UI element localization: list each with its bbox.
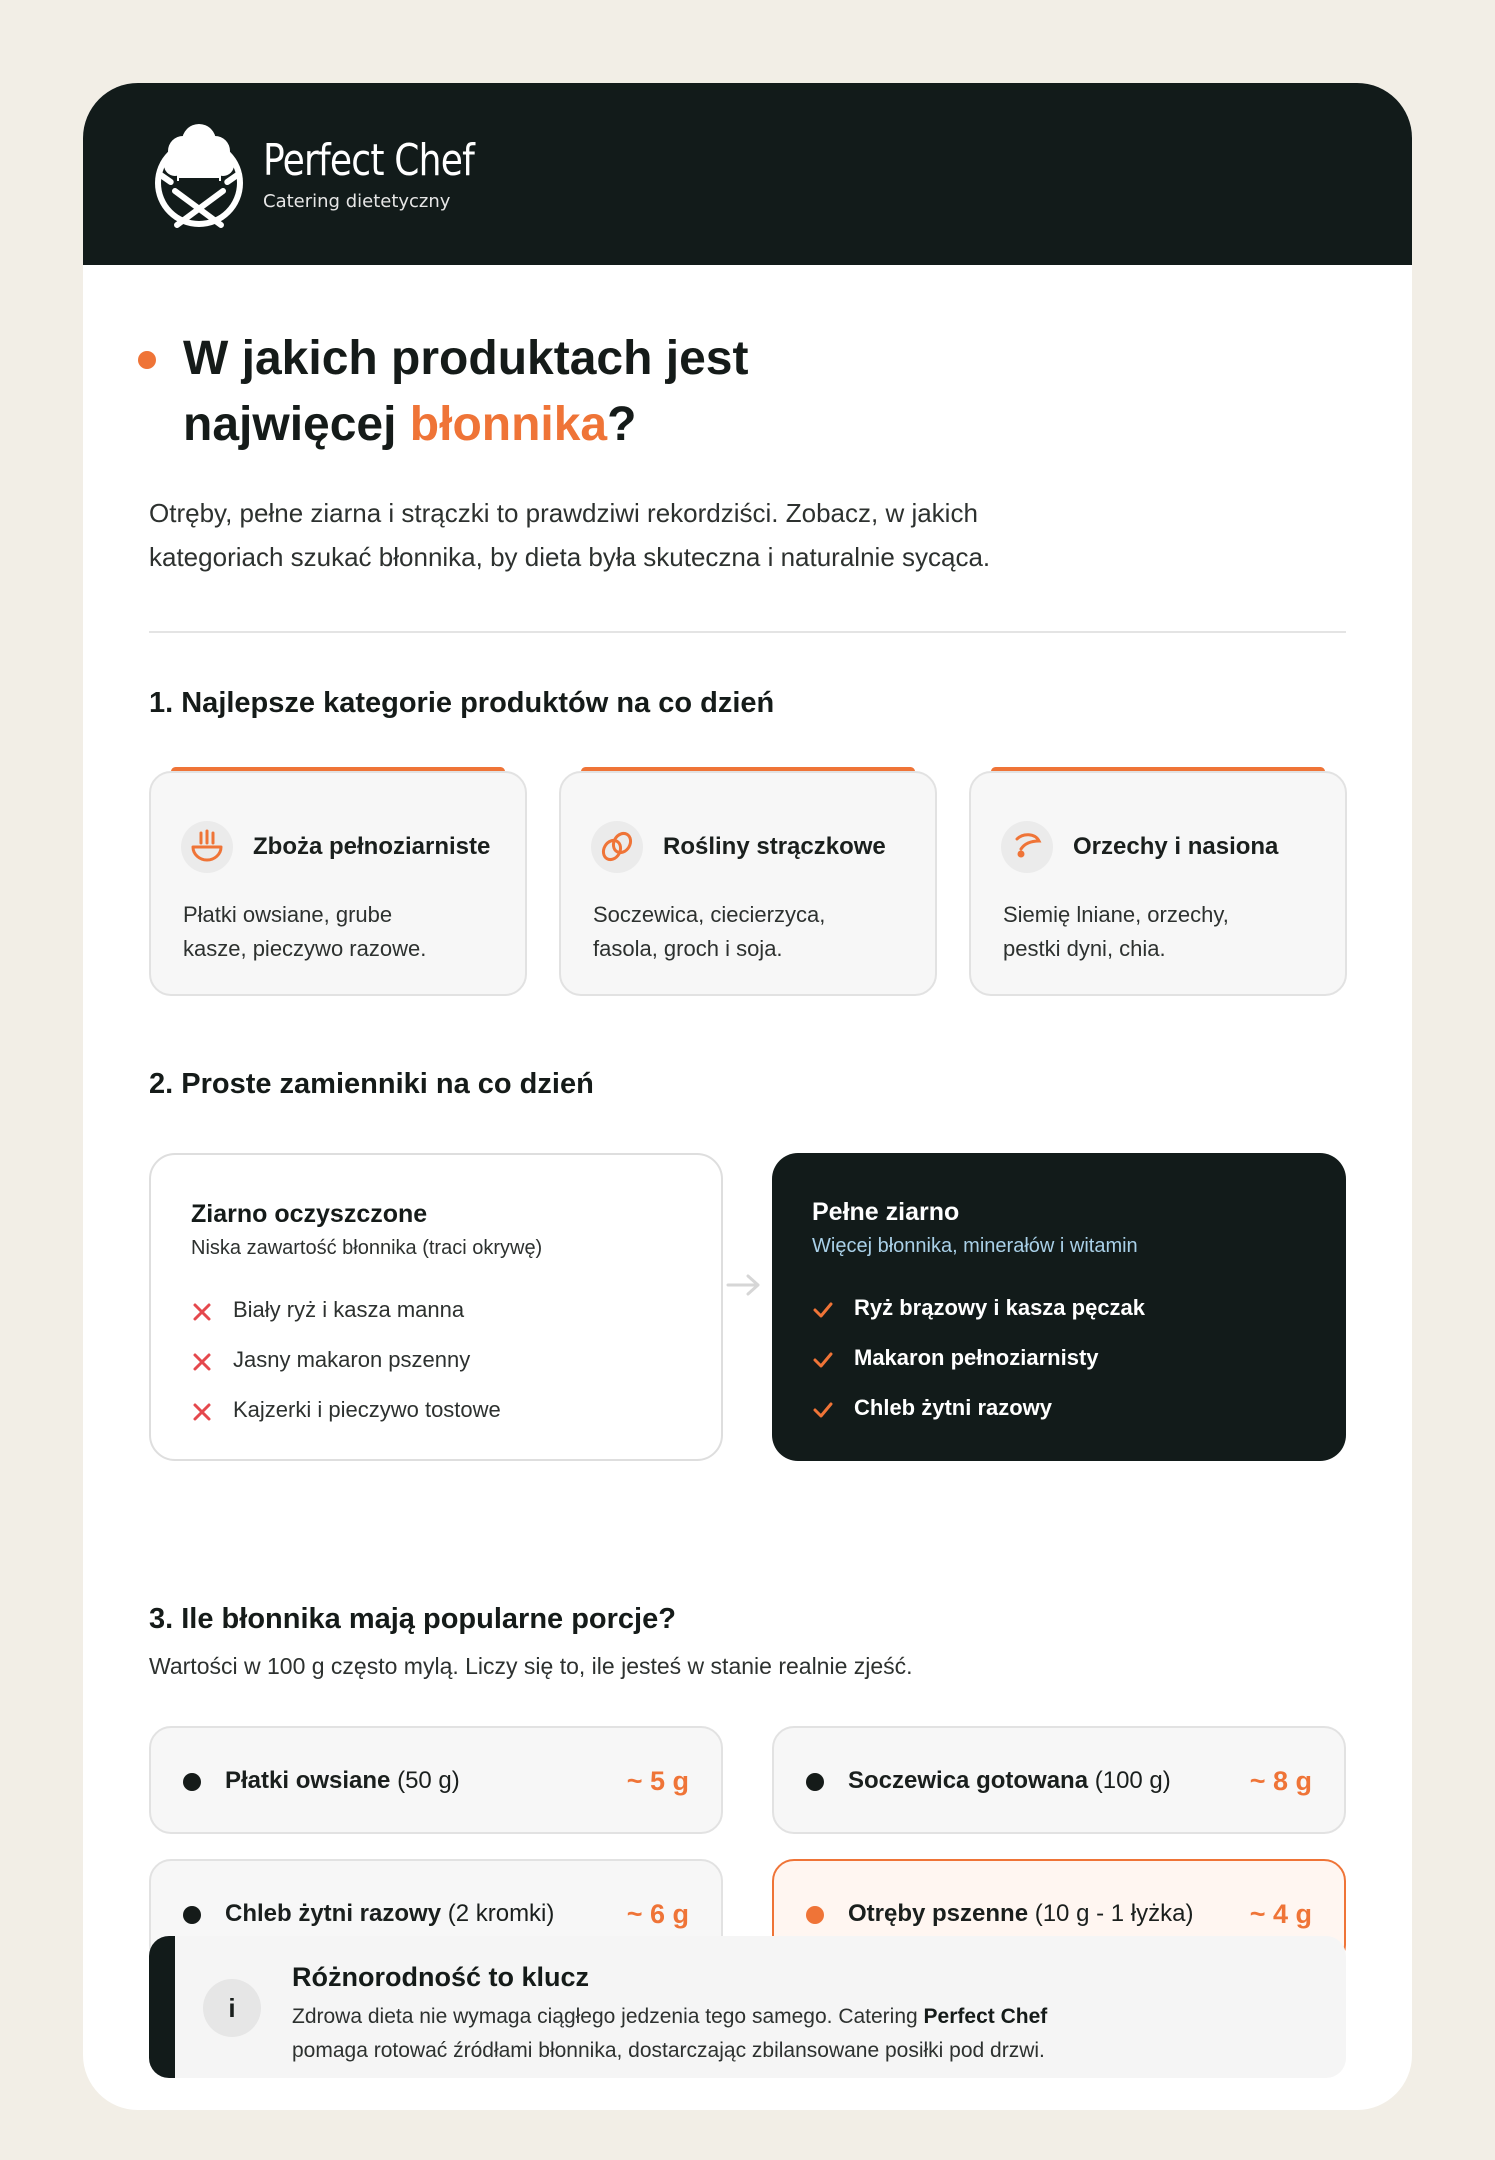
refined-title: Ziarno oczyszczone <box>191 1200 428 1228</box>
list-item <box>191 1345 501 1395</box>
title-bullet <box>138 351 156 369</box>
bullet <box>183 1906 201 1924</box>
whole-grain-box <box>772 1153 1346 1461</box>
category-title: Zboża pełnoziarniste <box>253 833 491 860</box>
whole-title: Pełne ziarno <box>812 1198 960 1226</box>
legumes-icon <box>591 821 643 873</box>
title-line-1: W jakich produktach jest <box>183 332 749 385</box>
category-description-line-1: Siemię lniane, orzechy, <box>1003 902 1229 927</box>
list-item-label: Jasny makaron pszenny <box>233 1347 471 1372</box>
category-card-grains <box>149 771 527 996</box>
divider <box>149 631 1346 633</box>
infographic-card <box>83 83 1412 2110</box>
category-description-line-2: kasze, pieczywo razowe. <box>183 936 427 961</box>
portion-name: Płatki owsiane <box>225 1767 391 1794</box>
title-accent-word: błonnika <box>409 398 608 451</box>
category-description-line-2: pestki dyni, chia. <box>1003 936 1166 961</box>
intro-line-1: Otręby, pełne ziarna i strączki to prawdziwi rekordziści. Zobacz, w jakich <box>149 498 978 528</box>
info-text <box>292 2000 1322 2068</box>
portion-amount: (10 g - 1 łyżka) <box>1028 1900 1194 1927</box>
refined-list <box>191 1295 501 1445</box>
whole-list <box>812 1293 1145 1443</box>
portion-fiber-value: ~ 4 g <box>1249 1899 1312 1929</box>
check-icon <box>812 1299 834 1321</box>
list-item-label: Ryż brązowy i kasza pęczak <box>854 1295 1146 1320</box>
cross-icon <box>191 1401 213 1423</box>
portion-amount: (100 g) <box>1088 1767 1171 1794</box>
seeds-icon <box>1001 821 1053 873</box>
intro-line-2: kategoriach szukać błonnika, by dieta była skuteczna i naturalnie sycąca. <box>149 542 991 572</box>
category-card-legumes <box>559 771 937 996</box>
section-2-title: 2. Proste zamienniki na co dzień <box>149 1068 594 1100</box>
info-text-line-2: pomaga rotować źródłami błonnika, dostarczając zbilansowane posiłki pod drzwi. <box>292 2039 1045 2062</box>
list-item-label: Chleb żytni razowy <box>854 1395 1053 1420</box>
section-3-title: 3. Ile błonnika mają popularne porcje? <box>149 1603 676 1635</box>
section-1-title: 1. Najlepsze kategorie produktów na co dzień <box>149 687 775 719</box>
portion-fiber-value: ~ 5 g <box>626 1766 689 1796</box>
info-callout <box>149 1936 1346 2078</box>
cross-icon <box>191 1301 213 1323</box>
header <box>83 83 1412 265</box>
check-icon <box>812 1349 834 1371</box>
chef-hat-logo-icon <box>149 121 249 231</box>
portion-label <box>225 1900 554 1928</box>
info-icon: i <box>203 1979 261 2037</box>
portion-label <box>848 1767 1171 1795</box>
refined-subtitle: Niska zawartość błonnika (traci okrywę) <box>191 1237 543 1259</box>
category-description-line-1: Płatki owsiane, grube <box>183 902 393 927</box>
refined-grain-box <box>149 1153 723 1461</box>
portion-name: Chleb żytni razowy <box>225 1900 442 1927</box>
info-brand-name: Perfect Chef <box>923 2005 1048 2028</box>
page-title <box>183 326 1083 458</box>
portion-label <box>225 1767 460 1795</box>
cross-icon <box>191 1351 213 1373</box>
portion-amount: (50 g) <box>390 1767 460 1794</box>
list-item <box>191 1295 501 1345</box>
list-item-label: Biały ryż i kasza manna <box>233 1297 465 1322</box>
bullet <box>806 1773 824 1791</box>
list-item <box>812 1393 1145 1443</box>
info-accent-bar <box>149 1936 175 2078</box>
intro-paragraph <box>149 491 1149 579</box>
portion-name: Otręby pszenne <box>848 1900 1029 1927</box>
portion-fiber-value: ~ 8 g <box>1249 1766 1312 1796</box>
list-item <box>191 1395 501 1445</box>
list-item-label: Makaron pełnoziarnisty <box>854 1345 1099 1370</box>
whole-subtitle: Więcej błonnika, minerałów i witamin <box>812 1235 1138 1257</box>
info-title: Różnorodność to klucz <box>292 1962 589 1992</box>
category-card-nuts <box>969 771 1347 996</box>
section-3-subtitle: Wartości w 100 g często mylą. Liczy się to, ile jesteś w stanie realnie zjeść. <box>149 1653 913 1679</box>
list-item <box>812 1343 1145 1393</box>
category-description <box>593 898 913 966</box>
category-description-line-1: Soczewica, ciecierzyca, <box>593 902 826 927</box>
brand-tagline: Catering dietetyczny <box>263 191 451 212</box>
portion-fiber-value: ~ 6 g <box>626 1899 689 1929</box>
check-icon <box>812 1399 834 1421</box>
title-line-2-suffix: ? <box>607 398 637 451</box>
info-text-line-1: Zdrowa dieta nie wymaga ciągłego jedzenia tego samego. Catering <box>292 2005 924 2028</box>
category-description-line-2: fasola, groch i soja. <box>593 936 783 961</box>
portion-amount: (2 kromki) <box>441 1900 555 1927</box>
portion-card <box>149 1726 723 1834</box>
category-description <box>183 898 503 966</box>
brand-name: Perfect Chef <box>263 135 474 186</box>
portion-label <box>848 1900 1193 1928</box>
list-item <box>812 1293 1145 1343</box>
bowl-icon <box>181 821 233 873</box>
portion-card <box>772 1726 1346 1834</box>
title-line-2-prefix: najwięcej <box>183 398 410 451</box>
arrow-right-icon <box>724 1273 764 1297</box>
category-title: Orzechy i nasiona <box>1073 833 1279 860</box>
portion-name: Soczewica gotowana <box>848 1767 1089 1794</box>
bullet <box>183 1773 201 1791</box>
bullet <box>806 1906 824 1924</box>
list-item-label: Kajzerki i pieczywo tostowe <box>233 1397 501 1422</box>
category-description <box>1003 898 1323 966</box>
category-title: Rośliny strączkowe <box>663 833 886 860</box>
